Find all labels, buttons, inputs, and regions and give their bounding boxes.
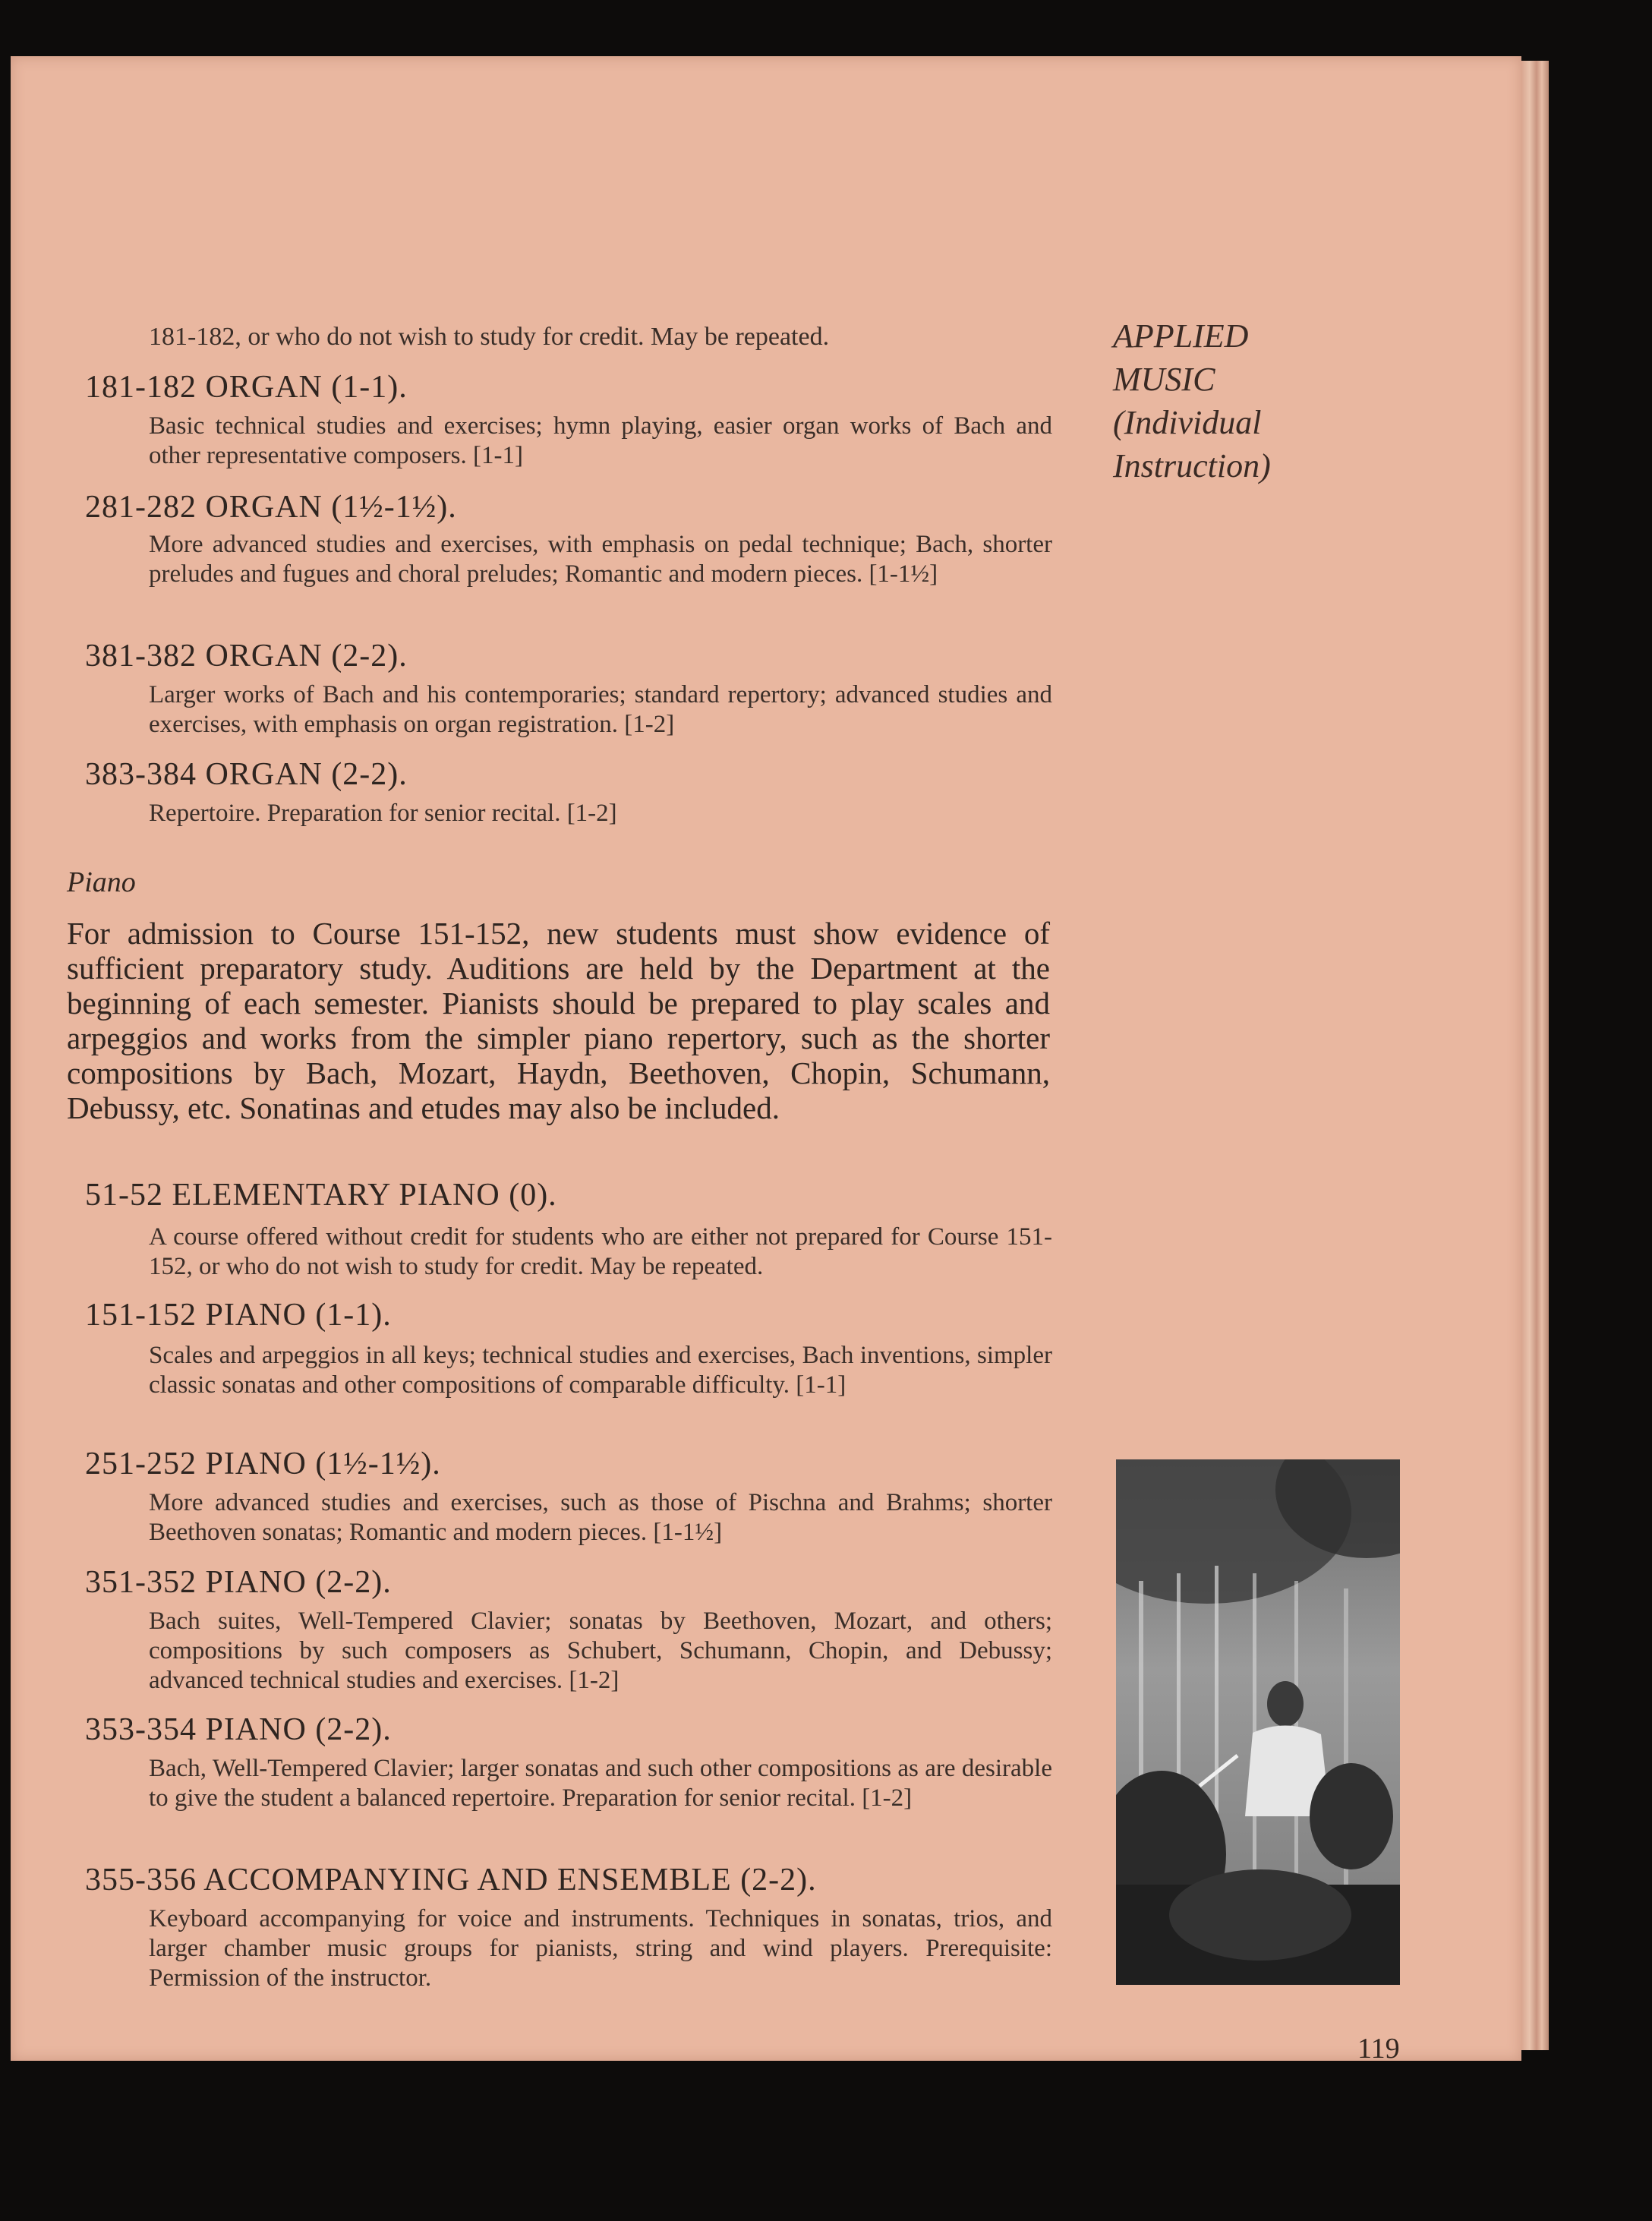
continuation-text: 181-182, or who do not wish to study for credit. May be repeated. <box>149 323 830 351</box>
course-title: 281-282 ORGAN (1½-1½). <box>85 490 457 525</box>
sidebar-heading <box>1113 314 1271 487</box>
course-description: Keyboard accompanying for voice and instruments. Techniques in sonatas, trios, and larger chamber music groups for pianists, string and wind players. Prerequisite: Permission of the instructor. <box>149 1905 1052 1992</box>
course-description: Bach, Well-Tempered Clavier; larger sonatas and such other compositions as are desirable to give the student a balanced repertoire. Preparation for senior recital. [1-2] <box>149 1755 1052 1812</box>
course-description: Basic technical studies and exercises; hymn playing, easier organ works of Bach and other representative composers. [1-1] <box>149 412 1052 469</box>
conductor-photo <box>1116 1459 1400 1985</box>
course-description: Bach suites, Well-Tempered Clavier; sonatas by Beethoven, Mozart, and others; compositions by such composers as Schubert, Schumann, Chopin, and Debussy; advanced technical studies and exercises. [1-2] <box>149 1607 1052 1694</box>
section-heading-piano: Piano <box>67 866 136 898</box>
sidebar-line-2: MUSIC <box>1113 361 1215 398</box>
course-description: Scales and arpeggios in all keys; technical studies and exercises, Bach inventions, simpler classic sonatas and other compositions of comparable difficulty. [1-1] <box>149 1342 1052 1399</box>
course-title: 383-384 ORGAN (2-2). <box>85 757 408 792</box>
page-number: 119 <box>1357 2033 1400 2065</box>
course-description: More advanced studies and exercises, with emphasis on pedal technique; Bach, shorter preludes and fugues and choral preludes; Romantic and modern pieces. [1-1½] <box>149 531 1052 588</box>
course-description: Repertoire. Preparation for senior recital. [1-2] <box>149 800 617 827</box>
course-title: 353-354 PIANO (2-2). <box>85 1712 392 1747</box>
sidebar-line-3: (Individual <box>1113 404 1262 441</box>
sidebar-line-1: APPLIED <box>1113 317 1249 355</box>
course-title: 251-252 PIANO (1½-1½). <box>85 1446 441 1481</box>
course-title: 181-182 ORGAN (1-1). <box>85 370 408 405</box>
course-title: 151-152 PIANO (1-1). <box>85 1298 392 1333</box>
course-description: Larger works of Bach and his contemporaries; standard repertory; advanced studies and exercises, with emphasis on organ registration. [1-2] <box>149 681 1052 738</box>
sidebar-line-4: Instruction) <box>1113 447 1271 484</box>
piano-intro-paragraph: For admission to Course 151-152, new students must show evidence of sufficient preparatory study. Auditions are held by the Department at the beginning of each semester. Pianists should be prepared to play scales and arpeggios and works from the simpler piano repertory, such as the shorter compositions by Bach, Mozart, Haydn, Beethoven, Chopin, Schumann, Debussy, etc. Sonatinas and etudes may also be included. <box>67 916 1050 1125</box>
conductor-photo-graphic <box>1116 1459 1400 1985</box>
course-title: 355-356 ACCOMPANYING AND ENSEMBLE (2-2). <box>85 1863 817 1898</box>
course-description: More advanced studies and exercises, such as those of Pischna and Brahms; shorter Beethoven sonatas; Romantic and modern pieces. [1-1½] <box>149 1489 1052 1546</box>
course-title: 351-352 PIANO (2-2). <box>85 1565 392 1600</box>
course-title: 51-52 ELEMENTARY PIANO (0). <box>85 1178 557 1213</box>
page-edge <box>1521 61 1549 2050</box>
course-description: A course offered without credit for students who are either not prepared for Course 151-152, or who do not wish to study for credit. May be repeated. <box>149 1223 1052 1280</box>
course-title: 381-382 ORGAN (2-2). <box>85 639 408 674</box>
